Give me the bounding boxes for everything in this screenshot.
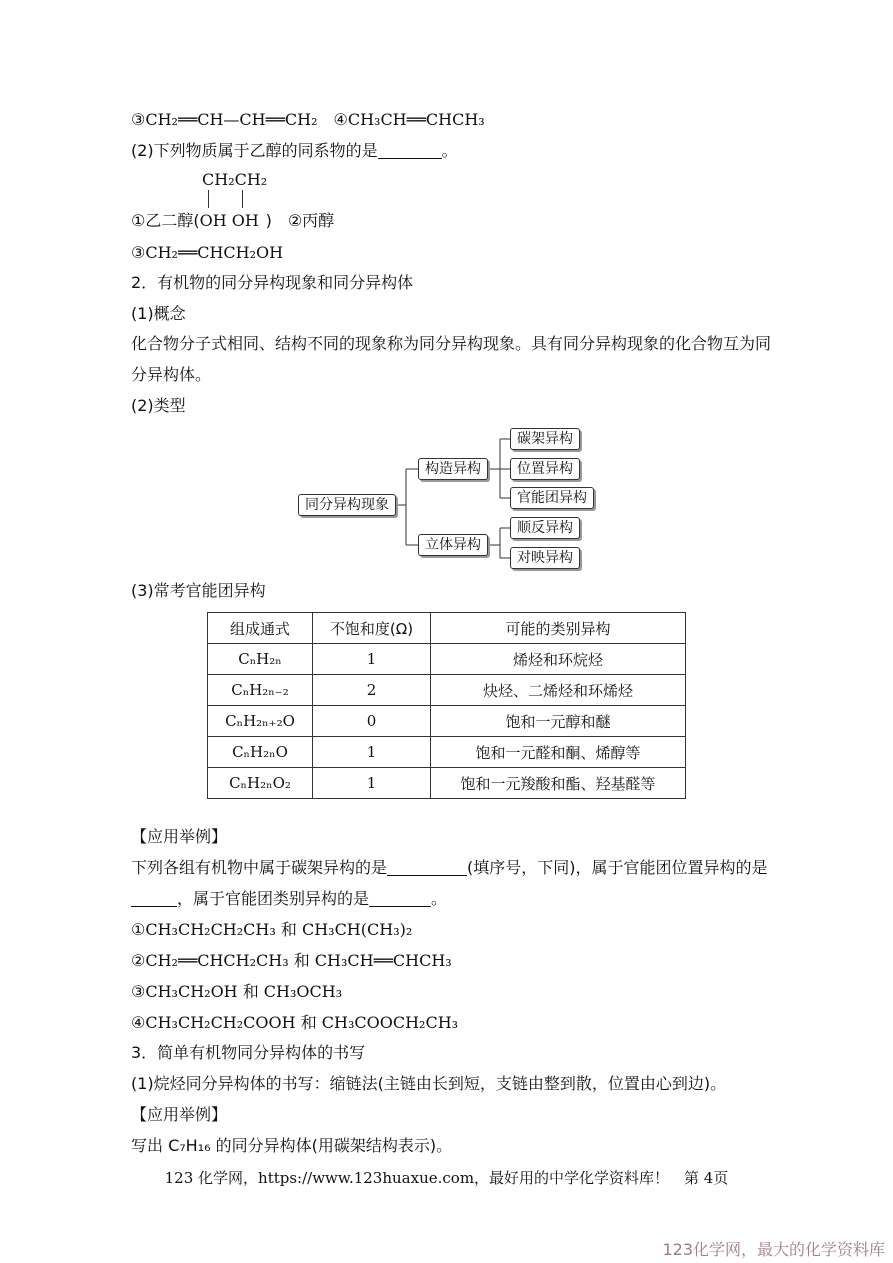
table-cell: CₙH₂ₙ₋₂ [208, 675, 313, 706]
table-cell: 饱和一元醛和酮、烯醇等 [431, 737, 686, 768]
tree-connectors [0, 0, 893, 600]
tree-root: 同分异构现象 [298, 494, 396, 516]
section-heading: 2．有机物的同分异构现象和同分异构体 [131, 273, 414, 292]
paragraph-line: 写出 C₇H₁₆ 的同分异构体(用碳架结构表示)。 [131, 1136, 453, 1155]
tree-leaf: 碳架异构 [510, 428, 580, 450]
table-cell: CₙH₂ₙ [208, 644, 313, 675]
table-header: 不饱和度(Ω) [313, 613, 431, 644]
table-row [208, 737, 686, 768]
table-cell: 炔烃、二烯烃和环烯烃 [431, 675, 686, 706]
paragraph-line: 分异构体。 [131, 365, 212, 384]
table-row [208, 675, 686, 706]
table-cell: 烯烃和环烷烃 [431, 644, 686, 675]
table-cell: 饱和一元羧酸和酯、羟基醛等 [431, 768, 686, 799]
tree-leaf: 顺反异构 [510, 517, 580, 539]
option-line: ①CH₃CH₂CH₂CH₃ 和 CH₃CH(CH₃)₂ [131, 920, 413, 939]
table-cell: 0 [313, 706, 431, 737]
question-end: 。 [431, 889, 448, 908]
table-cell: 1 [313, 768, 431, 799]
option-text: ①乙二醇( [131, 211, 200, 230]
question-text: 下列各组有机物中属于碳架异构的是 [131, 858, 388, 877]
answer-blank[interactable] [369, 890, 431, 907]
subheading: (3)常考官能团异构 [131, 581, 266, 600]
table-cell: 饱和一元醇和醚 [431, 706, 686, 737]
answer-blank[interactable] [131, 890, 177, 907]
tree-branch-stereo: 立体异构 [418, 534, 488, 556]
question-line [131, 857, 768, 879]
example-heading: 【应用举例】 [131, 1105, 228, 1124]
table-header: 可能的类别异构 [431, 613, 686, 644]
isomer-table [207, 612, 686, 799]
subheading: (2)类型 [131, 396, 186, 415]
structure-top: CH₂CH₂ [202, 170, 268, 189]
table-header: 组成通式 [208, 613, 313, 644]
table-row [208, 768, 686, 799]
question-text: (2)下列物质属于乙醇的同系物的是 [131, 141, 378, 160]
table-cell: 1 [313, 644, 431, 675]
page-footer: 123 化学网，https://www.123huaxue.com，最好用的中学化学资料库！ 第 4页 [164, 1169, 729, 1187]
text-line: ③CH₂══CHCH₂OH [131, 243, 284, 262]
tree-leaf: 官能团异构 [510, 487, 594, 509]
question-text: (填序号，下同)，属于官能团位置异构的是 [467, 858, 768, 877]
paragraph-line: (1)烷烃同分异构体的书写：缩链法(主链由长到短，支链由整到散，位置由心到边)。 [131, 1074, 727, 1093]
table-cell: 1 [313, 737, 431, 768]
structure-bottom: OH OH [199, 211, 259, 230]
question-text: ，属于官能团类别异构的是 [177, 889, 370, 908]
tree-leaf: 位置异构 [510, 458, 580, 480]
option-line: ④CH₃CH₂CH₂COOH 和 CH₃COOCH₂CH₃ [131, 1013, 459, 1032]
question-line [131, 888, 447, 910]
tree-leaf: 对映异构 [510, 547, 580, 569]
table-cell: 2 [313, 675, 431, 706]
subheading: (1)概念 [131, 304, 186, 323]
section-heading: 3．简单有机物同分异构体的书写 [131, 1043, 366, 1062]
table-header-row [208, 613, 686, 644]
answer-blank[interactable] [387, 859, 467, 876]
table-cell: CₙH₂ₙO [208, 737, 313, 768]
example-heading: 【应用举例】 [131, 827, 228, 846]
table-row [208, 706, 686, 737]
option-line: ③CH₃CH₂OH 和 CH₃OCH₃ [131, 982, 343, 1001]
text-line: ③CH₂══CH—CH══CH₂ ④CH₃CH══CHCH₃ [131, 110, 485, 129]
table-row [208, 644, 686, 675]
option-line: ②CH₂══CHCH₂CH₃ 和 CH₃CH══CHCH₃ [131, 951, 452, 970]
table-cell: CₙH₂ₙ₊₂O [208, 706, 313, 737]
option-text: ) ②丙醇 [265, 211, 335, 230]
watermark: 123化学网，最大的化学资料库 [662, 1240, 885, 1259]
table-cell: CₙH₂ₙO₂ [208, 768, 313, 799]
tree-branch-structural: 构造异构 [418, 458, 488, 480]
question-end: 。 [441, 141, 458, 160]
paragraph-line: 化合物分子式相同、结构不同的现象称为同分异构现象。具有同分异构现象的化合物互为同 [131, 334, 772, 353]
